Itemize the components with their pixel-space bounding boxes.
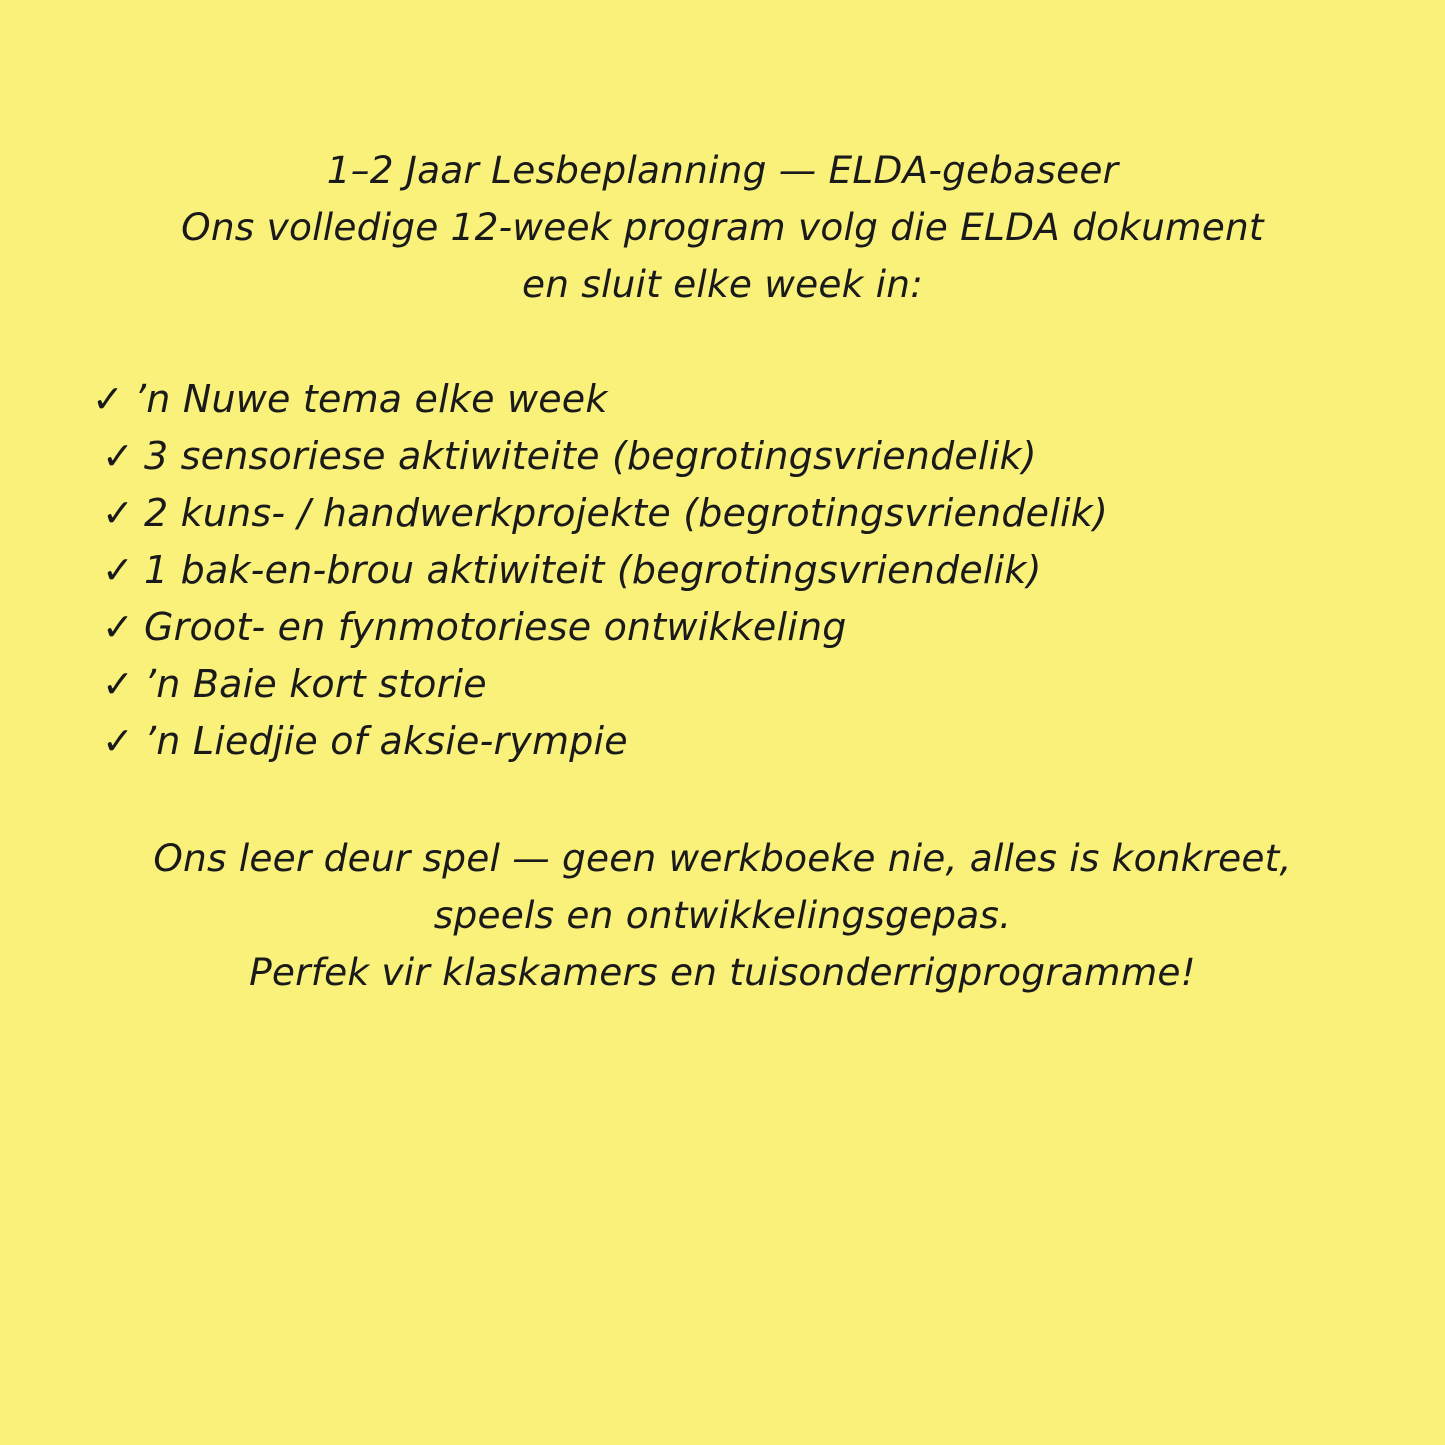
checklist-item-label: ’n Liedjie of aksie-rympie	[144, 719, 628, 763]
checklist-item	[102, 660, 487, 708]
intro-line-1: Ons volledige 12-week program volg die ELDA dokument	[181, 205, 1264, 249]
check-icon: ✓	[102, 605, 135, 649]
checklist-item	[102, 717, 628, 765]
checklist-item-label: ’n Nuwe tema elke week	[134, 377, 608, 421]
checklist-item-label: ’n Baie kort storie	[144, 662, 487, 706]
check-icon: ✓	[92, 377, 125, 421]
page-title: 1–2 Jaar Lesbeplanning — ELDA-gebaseer	[326, 148, 1119, 192]
checklist-item	[92, 375, 608, 423]
check-icon: ✓	[102, 491, 135, 535]
checklist-item	[102, 489, 1108, 537]
checklist-item-label: 3 sensoriese aktiwiteite (begrotingsvriendelik)	[144, 434, 1037, 478]
checklist-item-label: 1 bak-en-brou aktiwiteit (begrotingsvriendelik)	[144, 548, 1042, 592]
checklist-item	[102, 432, 1037, 480]
check-icon: ✓	[102, 548, 135, 592]
checklist-item	[102, 603, 847, 651]
checklist-item	[102, 546, 1042, 594]
checklist-item-label: Groot- en fynmotoriese ontwikkeling	[144, 605, 847, 649]
footer-line-2: speels en ontwikkelingsgepas.	[433, 893, 1012, 937]
intro-line-2: en sluit elke week in:	[521, 262, 924, 306]
check-icon: ✓	[102, 719, 135, 763]
checklist-item-label: 2 kuns- / handwerkprojekte (begrotingsvriendelik)	[144, 491, 1109, 535]
footer-line-3: Perfek vir klaskamers en tuisonderrigprogramme!	[249, 950, 1196, 994]
check-icon: ✓	[102, 434, 135, 478]
footer-line-1: Ons leer deur spel — geen werkboeke nie, alles is konkreet,	[153, 836, 1292, 880]
check-icon: ✓	[102, 662, 135, 706]
